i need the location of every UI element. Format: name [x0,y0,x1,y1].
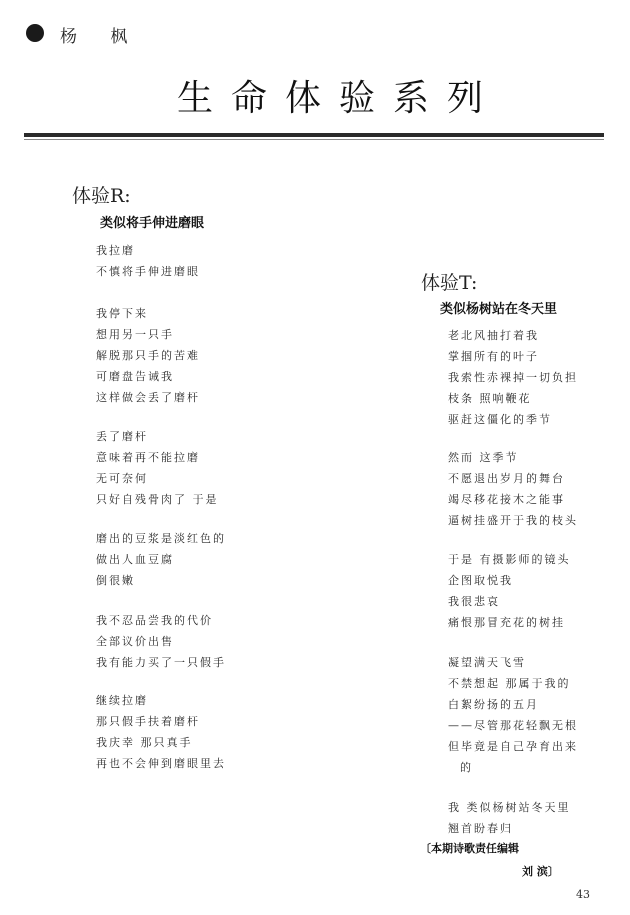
poem-line: 不愿退出岁月的舞台 [448,472,565,485]
poem-line: 解脱那只手的苦难 [96,349,200,362]
poem-line: 竭尽移花接木之能事 [448,493,565,506]
poem-r-stanza-3 [96,426,219,510]
poem-line: 倒很嫩 [96,574,135,587]
title-rule-thin [24,139,604,140]
poem-line: 掌掴所有的叶子 [448,350,539,363]
poem-line: 不慎将手伸进磨眼 [96,265,200,278]
poem-line: 只好自残骨肉了 于是 [96,493,219,506]
poem-line: 企图取悦我 [448,574,513,587]
bullet-dot-icon [26,24,44,42]
poem-line: 磨出的豆浆是淡红色的 [96,532,226,545]
poem-line: 我 类似杨树站冬天里 [448,801,571,814]
poem-t-stanza-1 [448,325,578,430]
poem-line: 白絮纷扬的五月 [448,698,539,711]
poem-line: 做出人血豆腐 [96,553,174,566]
editor-note: 〔本期诗歌责任编辑 [420,842,519,855]
poem-t-stanza-4 [448,652,578,778]
poem-line: 我有能力买了一只假手 [96,656,226,669]
poem-line: 我很悲哀 [448,595,500,608]
poem-line: 可磨盘告诫我 [96,370,174,383]
poem-t-stanza-2 [448,447,578,531]
poem-line: 我拉磨 [96,244,135,257]
poem-line: 驱赶这僵化的季节 [448,413,552,426]
editor-name: 刘 滨〕 [522,865,559,878]
page-title: 生命体验系列 [176,78,501,119]
poem-t-stanza-5 [448,797,571,839]
poem-line: 意味着再不能拉磨 [96,451,200,464]
poem-line: 我索性赤裸掉一切负担 [448,371,578,384]
poem-line: 再也不会伸到磨眼里去 [96,757,226,770]
poem-line: 想用另一只手 [96,328,174,341]
poem-line: 痛恨那冒充花的树挂 [448,616,565,629]
poem-line: 凝望满天飞雪 [448,656,526,669]
poem-line: 我不忍品尝我的代价 [96,614,213,627]
poem-line: 老北风抽打着我 [448,329,539,342]
poem-line: 全部议价出售 [96,635,174,648]
poem-r-stanza-6 [96,690,226,774]
poem-r-heading: 体验R: [72,185,131,207]
page-number: 43 [576,888,590,901]
poem-line: 丢了磨杆 [96,430,148,443]
poem-line: 我庆幸 那只真手 [96,736,193,749]
poem-line: 枝条 照响鞭花 [448,392,532,405]
poem-r-stanza-5 [96,610,226,673]
poem-r-stanza-4 [96,528,226,591]
poem-r-stanza-1 [96,240,200,282]
poem-t-subtitle: 类似杨树站在冬天里 [440,302,558,317]
poem-line: 继续拉磨 [96,694,148,707]
poem-line: 逼树挂盛开于我的枝头 [448,514,578,527]
poem-t-stanza-3 [448,549,571,633]
poem-line: 不禁想起 那属于我的 [448,677,571,690]
poem-r-stanza-2 [96,303,200,408]
poem-line: 我停下来 [96,307,148,320]
poem-line: 的 [460,761,473,774]
poem-line: 无可奈何 [96,472,148,485]
poem-r-subtitle: 类似将手伸进磨眼 [100,216,205,231]
poem-line: 那只假手扶着磨杆 [96,715,200,728]
title-rule [24,133,604,137]
poem-line: 但毕竟是自己孕育出来 [448,740,578,753]
poem-line: 翘首盼春归 [448,822,513,835]
poem-line: ——尽管那花轻飘无根 [448,719,578,732]
poem-line: 这样做会丢了磨杆 [96,391,200,404]
poem-line: 于是 有摄影师的镜头 [448,553,571,566]
poem-t-heading: 体验T: [421,272,478,294]
author-name: 杨 枫 [60,27,142,47]
poem-line: 然而 这季节 [448,451,519,464]
